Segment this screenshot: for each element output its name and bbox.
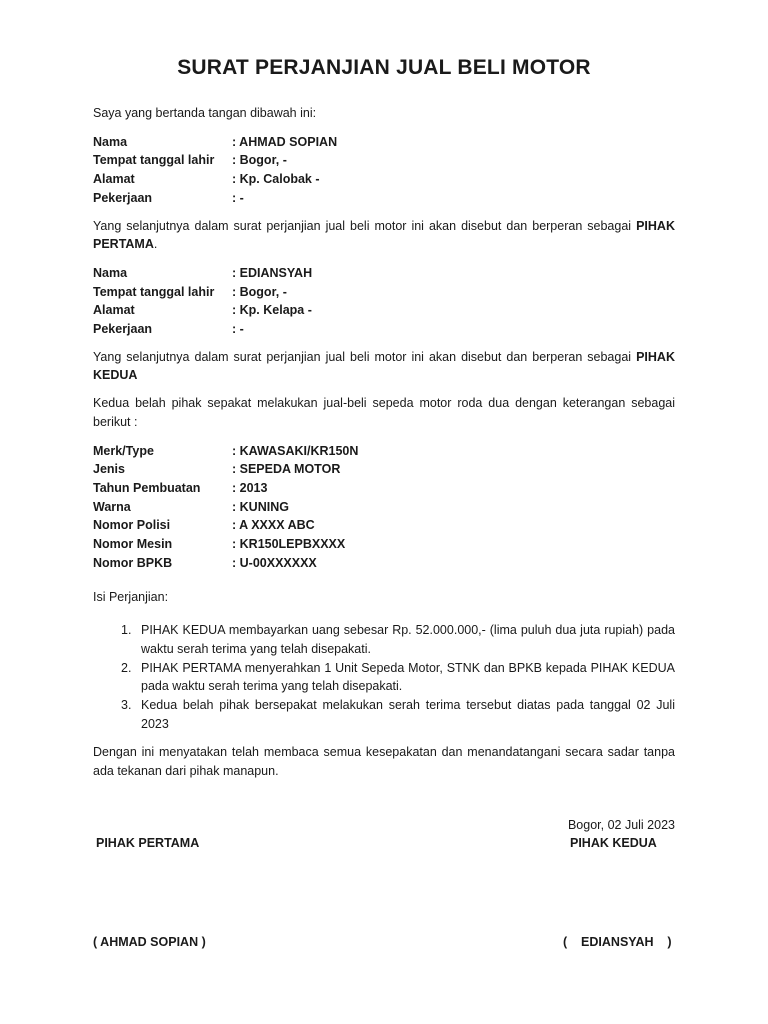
vehicle-row [93, 516, 675, 535]
field-value: : U-00XXXXXX [232, 555, 317, 570]
field-label: Nomor BPKB [93, 555, 173, 570]
field-value: : 2013 [232, 480, 268, 495]
party2-statement: Yang selanjutnya dalam surat perjanjian jual beli motor ini akan disebut dan berperan sebagai PIHAK KEDUA [93, 349, 675, 383]
party2-row [93, 320, 675, 339]
field-value: : - [232, 322, 244, 337]
field-label: Alamat [93, 303, 135, 318]
field-value: : EDIANSYAH [232, 265, 313, 280]
field-label: Tempat tanggal lahir [93, 153, 215, 168]
party2-row [93, 283, 675, 302]
terms-heading: Isi Perjanjian: [93, 590, 169, 605]
party2-details [93, 264, 675, 339]
document-body [93, 104, 675, 781]
party1-row [93, 189, 675, 208]
field-value: : Bogor, - [232, 153, 287, 168]
vehicle-row [93, 535, 675, 554]
field-label: Warna [93, 499, 131, 514]
signature-label-right: PIHAK KEDUA [570, 836, 657, 850]
vehicle-row [93, 479, 675, 498]
field-value: : A XXXX ABC [232, 518, 315, 533]
party2-row [93, 264, 675, 283]
vehicle-row [93, 554, 675, 573]
vehicle-row [93, 442, 675, 461]
party1-row [93, 151, 675, 170]
field-label: Tahun Pembuatan [93, 480, 201, 495]
party2-role: PIHAK KEDUA [93, 349, 675, 383]
term-item [93, 696, 675, 733]
terms-list [93, 621, 675, 733]
party1-statement: Yang selanjutnya dalam surat perjanjian jual beli motor ini akan disebut dan berperan sebagai PIHAK PERTAMA. [93, 218, 675, 252]
term-text: PIHAK KEDUA membayarkan uang sebesar Rp. 52.000.000,- (lima puluh dua juta rupiah) pada waktu serah terima yang telah disepakati. [141, 623, 675, 656]
term-text: PIHAK PERTAMA menyerahkan 1 Unit Sepeda Motor, STNK dan BPKB kepada PIHAK KEDUA pada waktu serah terima yang telah disepakati. [141, 660, 675, 694]
party1-row [93, 133, 675, 152]
agreement-intro: Kedua belah pihak sepakat melakukan jual-beli sepeda motor roda dua dengan keterangan sebagai berikut : [93, 396, 675, 429]
closing-statement: Dengan ini menyatakan telah membaca semua kesepakatan dan menandatangani secara sadar tanpa ada tekanan dari pihak manapun. [93, 745, 675, 779]
field-label: Tempat tanggal lahir [93, 284, 215, 299]
term-number: 2. [121, 660, 132, 675]
field-label: Pekerjaan [93, 322, 153, 337]
vehicle-details [93, 442, 675, 573]
party2-row [93, 301, 675, 320]
term-number: 3. [121, 697, 132, 712]
field-value: : KAWASAKI/KR150N [232, 443, 359, 458]
field-label: Nomor Mesin [93, 537, 173, 552]
field-value: : KR150LEPBXXXX [232, 537, 346, 552]
field-value: : Kp. Kelapa - [232, 303, 312, 318]
document-title: SURAT PERJANJIAN JUAL BELI MOTOR [177, 56, 591, 79]
field-value: : KUNING [232, 499, 289, 514]
party1-details [93, 133, 675, 208]
field-value: : Kp. Calobak - [232, 172, 320, 187]
field-value: : SEPEDA MOTOR [232, 462, 341, 477]
vehicle-row [93, 460, 675, 479]
field-label: Nama [93, 265, 128, 280]
field-label: Nomor Polisi [93, 518, 171, 533]
term-item [93, 621, 675, 658]
party1-role: PIHAK PERTAMA [93, 218, 675, 252]
field-value: : - [232, 190, 244, 205]
term-item [93, 659, 675, 696]
field-label: Nama [93, 134, 128, 149]
term-text: Kedua belah pihak bersepakat melakukan serah terima tersebut diatas pada tanggal 02 Juli 2023 [141, 697, 675, 731]
signature-name-right: ( EDIANSYAH ) [563, 935, 672, 949]
field-label: Pekerjaan [93, 190, 153, 205]
signature-label-left: PIHAK PERTAMA [96, 836, 200, 850]
signature-name-left: ( AHMAD SOPIAN ) [93, 935, 206, 949]
field-value: : Bogor, - [232, 284, 287, 299]
party1-row [93, 170, 675, 189]
field-label: Merk/Type [93, 443, 154, 458]
field-value: : AHMAD SOPIAN [232, 134, 338, 149]
field-label: Jenis [93, 462, 125, 477]
field-label: Alamat [93, 172, 135, 187]
vehicle-row [93, 498, 675, 517]
term-number: 1. [121, 623, 132, 638]
intro-text: Saya yang bertanda tangan dibawah ini: [93, 106, 317, 120]
place-date: Bogor, 02 Juli 2023 [567, 818, 675, 832]
